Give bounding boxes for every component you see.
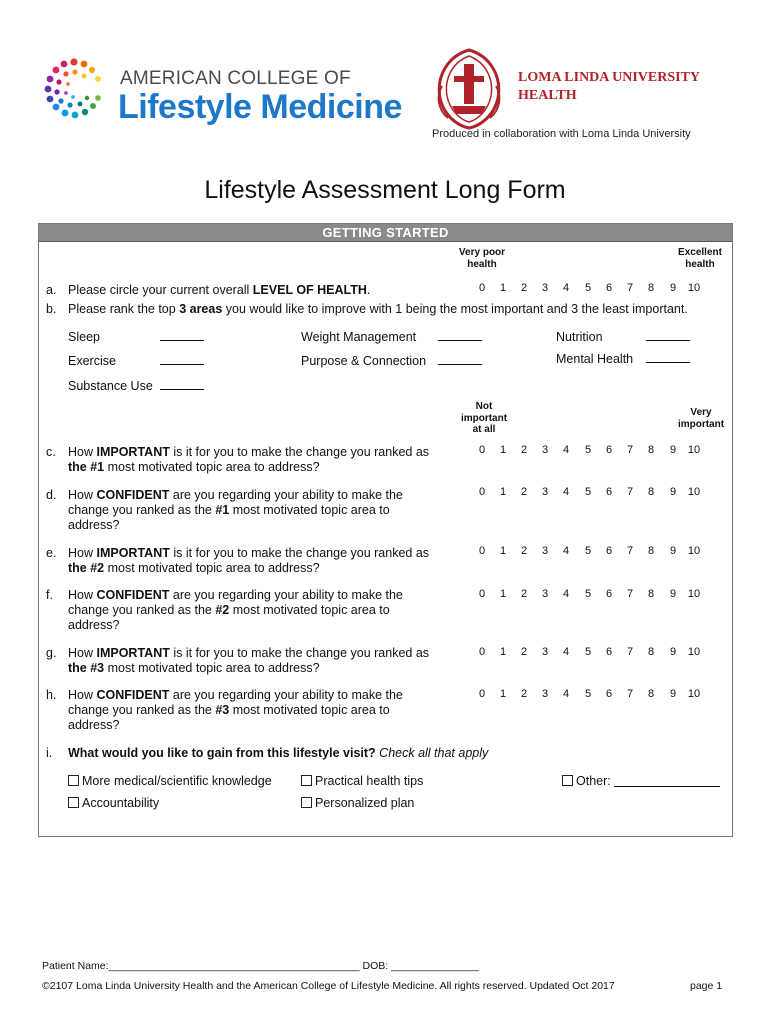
scale-option[interactable]: 9 <box>669 545 677 557</box>
area-purpose-rank[interactable] <box>438 354 482 365</box>
scale-option[interactable]: 10 <box>687 545 701 557</box>
importance-low-line1: Not <box>475 401 493 412</box>
health-low-label <box>450 247 514 270</box>
area-nutrition-label: Nutrition <box>556 330 603 344</box>
option-medical[interactable] <box>68 774 272 789</box>
option-personalized[interactable] <box>301 796 414 811</box>
llu-seal-icon <box>428 46 510 130</box>
scale-option[interactable]: 6 <box>605 486 613 498</box>
scale-option[interactable]: 2 <box>520 486 528 498</box>
area-purpose-label: Purpose & Connection <box>301 354 427 368</box>
question-g-scale[interactable] <box>472 646 712 660</box>
q-d-bold: CONFIDENT <box>96 488 170 502</box>
health-scale[interactable] <box>472 282 712 296</box>
scale-option[interactable]: 6 <box>605 646 613 658</box>
question-a-text <box>68 283 370 298</box>
scale-option[interactable]: 4 <box>562 444 570 456</box>
scale-option[interactable]: 8 <box>647 444 655 456</box>
q-d-line2a: change you ranked as the <box>68 503 216 517</box>
q-c-line2: most motivated topic area to address? <box>104 460 320 474</box>
area-nutrition-rank[interactable] <box>646 330 690 341</box>
scale-option[interactable]: 1 <box>499 588 507 600</box>
scale-option[interactable]: 10 <box>687 688 701 700</box>
q-d-line2: most motivated topic area to <box>229 503 390 517</box>
scale-option[interactable]: 5 <box>584 486 592 498</box>
scale-option[interactable]: 9 <box>669 688 677 700</box>
scale-option[interactable]: 3 <box>541 444 549 456</box>
page-number: page 1 <box>690 980 723 992</box>
area-exercise-rank[interactable] <box>160 354 204 365</box>
scale-option[interactable]: 1 <box>499 545 507 557</box>
scale-option[interactable]: 0 <box>478 282 486 294</box>
scale-option[interactable]: 2 <box>520 545 528 557</box>
question-b-bold: 3 areas <box>179 302 223 316</box>
q-f-pre: How <box>68 588 97 602</box>
area-mental-rank[interactable] <box>646 352 690 363</box>
scale-option[interactable]: 0 <box>478 688 486 700</box>
importance-high-label <box>668 407 734 430</box>
option-accountability-label: Accountability <box>82 796 160 810</box>
question-e-scale[interactable] <box>472 545 712 559</box>
scale-option[interactable]: 5 <box>584 588 592 600</box>
scale-option[interactable]: 3 <box>541 282 549 294</box>
q-h-line2-bold: #3 <box>215 703 230 717</box>
q-e-line2-bold: the #2 <box>68 561 105 575</box>
area-sleep-label: Sleep <box>68 330 100 344</box>
q-h-bold: CONFIDENT <box>96 688 170 702</box>
q-c-line2-bold: the #1 <box>68 460 105 474</box>
scale-option[interactable]: 1 <box>499 282 507 294</box>
scale-option[interactable]: 7 <box>626 444 634 456</box>
scale-option[interactable]: 8 <box>647 646 655 658</box>
question-e-line1 <box>68 546 429 561</box>
health-high-label-line2: health <box>685 258 715 270</box>
section-title: GETTING STARTED <box>322 225 449 240</box>
scale-option[interactable]: 0 <box>478 646 486 658</box>
question-c-line2 <box>68 460 320 475</box>
scale-option[interactable]: 4 <box>562 282 570 294</box>
scale-option[interactable]: 1 <box>499 646 507 658</box>
scale-option[interactable]: 9 <box>669 588 677 600</box>
question-h-line1 <box>68 688 403 703</box>
scale-option[interactable]: 3 <box>541 545 549 557</box>
importance-low-line3: at all <box>472 424 496 435</box>
scale-option[interactable]: 7 <box>626 588 634 600</box>
importance-high-line2: important <box>677 418 725 430</box>
scale-option[interactable]: 5 <box>584 444 592 456</box>
checkbox-practical[interactable] <box>301 775 312 786</box>
health-low-label-line2: health <box>467 258 497 270</box>
area-mental-label: Mental Health <box>556 352 634 366</box>
scale-option[interactable]: 3 <box>541 486 549 498</box>
acl-name-line2: Lifestyle Medicine <box>118 88 402 126</box>
copyright: ©2107 Loma Linda University Health and the American College of Lifestyle Medicine. All rights reserved. Updated Oct 2017 <box>42 980 615 992</box>
option-practical-label: Practical health tips <box>315 774 424 788</box>
question-h-line2 <box>68 703 390 718</box>
question-d-scale[interactable] <box>472 486 712 500</box>
scale-option[interactable]: 1 <box>499 688 507 700</box>
question-e-letter: e. <box>46 546 57 560</box>
scale-option[interactable]: 0 <box>478 588 486 600</box>
scale-option[interactable]: 7 <box>626 545 634 557</box>
question-f-scale[interactable] <box>472 588 712 602</box>
question-i-italic: Check all that apply <box>379 746 489 760</box>
question-c-scale[interactable] <box>472 444 712 458</box>
health-low-label-line1: Very poor <box>458 247 506 258</box>
q-f-mid: are you regarding your ability to make the <box>169 588 403 602</box>
scale-option[interactable]: 8 <box>647 282 655 294</box>
q-f-bold: CONFIDENT <box>96 588 170 602</box>
other-blank[interactable] <box>614 776 720 787</box>
scale-option[interactable]: 0 <box>478 486 486 498</box>
scale-option[interactable]: 2 <box>520 588 528 600</box>
scale-option[interactable]: 8 <box>647 588 655 600</box>
q-g-mid: is it for you to make the change you ranked as <box>169 646 430 660</box>
q-d-line2-bold: #1 <box>215 503 230 517</box>
scale-option[interactable]: 2 <box>520 646 528 658</box>
q-c-mid: is it for you to make the change you ranked as <box>169 445 430 459</box>
q-g-line2: most motivated topic area to address? <box>104 661 320 675</box>
scale-option[interactable]: 9 <box>669 282 677 294</box>
scale-option[interactable]: 9 <box>669 444 677 456</box>
scale-option[interactable]: 9 <box>669 646 677 658</box>
area-substance-rank[interactable] <box>160 379 204 390</box>
page-title: Lifestyle Assessment Long Form <box>204 176 566 204</box>
section-header <box>39 224 732 242</box>
scale-option[interactable]: 4 <box>562 588 570 600</box>
question-d-line2 <box>68 503 390 518</box>
health-high-label <box>670 247 730 270</box>
acl-dots-icon <box>42 56 106 120</box>
scale-option[interactable]: 5 <box>584 646 592 658</box>
llu-health: HEALTH <box>518 88 577 103</box>
question-h-line3: address? <box>68 718 120 732</box>
acl-name-line1: AMERICAN COLLEGE OF <box>120 68 351 89</box>
scale-option[interactable]: 2 <box>520 282 528 294</box>
area-exercise-label: Exercise <box>68 354 116 368</box>
scale-option[interactable]: 4 <box>562 545 570 557</box>
checkbox-accountability[interactable] <box>68 797 79 808</box>
question-b-post: you would like to improve with 1 being the most important and 3 the least important. <box>222 302 688 316</box>
scale-option[interactable]: 10 <box>687 588 701 600</box>
question-f-line1 <box>68 588 403 603</box>
scale-option[interactable]: 1 <box>499 486 507 498</box>
question-d-letter: d. <box>46 488 57 502</box>
scale-option[interactable]: 3 <box>541 588 549 600</box>
health-high-label-line1: Excellent <box>678 247 722 258</box>
llu-name: LOMA LINDA UNIVERSITY <box>518 70 701 85</box>
scale-option[interactable]: 7 <box>626 282 634 294</box>
area-sleep-rank[interactable] <box>160 330 204 341</box>
question-d-line1 <box>68 488 403 503</box>
area-substance-label: Substance Use <box>68 379 153 393</box>
option-accountability[interactable] <box>68 796 159 811</box>
importance-low-line2: important <box>460 412 508 424</box>
option-personalized-label: Personalized plan <box>315 796 415 810</box>
question-e-line2 <box>68 561 320 576</box>
question-b-pre: Please rank the top <box>68 302 180 316</box>
question-h-scale[interactable] <box>472 688 712 702</box>
question-g-letter: g. <box>46 646 57 660</box>
scale-option[interactable]: 4 <box>562 486 570 498</box>
scale-option[interactable]: 5 <box>584 545 592 557</box>
question-c-letter: c. <box>46 445 56 459</box>
q-e-line2: most motivated topic area to address? <box>104 561 320 575</box>
q-c-bold: IMPORTANT <box>96 445 170 459</box>
scale-option[interactable]: 10 <box>687 646 701 658</box>
area-weight-rank[interactable] <box>438 330 482 341</box>
checkbox-medical[interactable] <box>68 775 79 786</box>
importance-low-label <box>455 401 513 436</box>
question-a-pre: Please circle your current overall <box>68 283 253 297</box>
option-other[interactable] <box>562 774 720 789</box>
question-f-line3: address? <box>68 618 120 632</box>
question-h-letter: h. <box>46 688 57 702</box>
q-d-pre: How <box>68 488 97 502</box>
option-medical-label: More medical/scientific knowledge <box>82 774 272 788</box>
scale-option[interactable]: 3 <box>541 688 549 700</box>
q-f-line2-bold: #2 <box>215 603 230 617</box>
scale-option[interactable]: 8 <box>647 486 655 498</box>
scale-option[interactable]: 2 <box>520 688 528 700</box>
scale-option[interactable]: 10 <box>687 444 701 456</box>
question-b-text <box>68 302 688 317</box>
question-a-post: . <box>366 283 371 297</box>
scale-option[interactable]: 6 <box>605 545 613 557</box>
patient-info-line[interactable]: Patient Name:___________________________________________ DOB: _______________ <box>42 960 479 972</box>
question-i-bold: What would you like to gain from this lifestyle visit? <box>68 746 376 760</box>
q-g-bold: IMPORTANT <box>96 646 170 660</box>
option-other-label: Other: <box>576 774 611 788</box>
scale-option[interactable]: 6 <box>605 444 613 456</box>
question-i-text <box>68 746 488 761</box>
scale-option[interactable]: 10 <box>687 282 701 294</box>
checkbox-personalized[interactable] <box>301 797 312 808</box>
q-c-pre: How <box>68 445 97 459</box>
scale-option[interactable]: 2 <box>520 444 528 456</box>
option-practical[interactable] <box>301 774 423 789</box>
question-f-letter: f. <box>46 588 53 602</box>
q-d-mid: are you regarding your ability to make the <box>169 488 403 502</box>
question-b-letter: b. <box>46 302 57 316</box>
question-g-line2 <box>68 661 320 676</box>
q-e-bold: IMPORTANT <box>96 546 170 560</box>
q-e-mid: is it for you to make the change you ranked as <box>169 546 430 560</box>
scale-option[interactable]: 8 <box>647 688 655 700</box>
q-f-line2a: change you ranked as the <box>68 603 216 617</box>
question-a-bold: LEVEL OF HEALTH <box>252 283 367 297</box>
scale-option[interactable]: 8 <box>647 545 655 557</box>
question-c-line1 <box>68 445 429 460</box>
scale-option[interactable]: 4 <box>562 688 570 700</box>
scale-option[interactable]: 6 <box>605 588 613 600</box>
q-e-pre: How <box>68 546 97 560</box>
scale-option[interactable]: 7 <box>626 486 634 498</box>
scale-option[interactable]: 6 <box>605 688 613 700</box>
scale-option[interactable]: 4 <box>562 646 570 658</box>
scale-option[interactable]: 10 <box>687 486 701 498</box>
scale-option[interactable]: 9 <box>669 486 677 498</box>
collaboration-note: Produced in collaboration with Loma Linda University <box>432 128 691 140</box>
importance-high-line1: Very <box>690 407 712 418</box>
checkbox-other[interactable] <box>562 775 573 786</box>
scale-option[interactable]: 0 <box>478 545 486 557</box>
q-h-line2: most motivated topic area to <box>229 703 390 717</box>
area-weight-label: Weight Management <box>301 330 417 344</box>
scale-option[interactable]: 1 <box>499 444 507 456</box>
scale-option[interactable]: 3 <box>541 646 549 658</box>
question-f-line2 <box>68 603 390 618</box>
q-g-pre: How <box>68 646 97 660</box>
question-g-line1 <box>68 646 429 661</box>
q-h-line2a: change you ranked as the <box>68 703 216 717</box>
question-i-letter: i. <box>46 746 53 760</box>
q-f-line2: most motivated topic area to <box>229 603 390 617</box>
question-a-letter: a. <box>46 283 57 297</box>
scale-option[interactable]: 7 <box>626 688 634 700</box>
acl-logo <box>42 56 412 136</box>
scale-option[interactable]: 5 <box>584 282 592 294</box>
question-d-line3: address? <box>68 518 120 532</box>
q-g-line2-bold: the #3 <box>68 661 105 675</box>
scale-option[interactable]: 7 <box>626 646 634 658</box>
q-h-pre: How <box>68 688 97 702</box>
scale-option[interactable]: 6 <box>605 282 613 294</box>
scale-option[interactable]: 5 <box>584 688 592 700</box>
scale-option[interactable]: 0 <box>478 444 486 456</box>
q-h-mid: are you regarding your ability to make the <box>169 688 403 702</box>
